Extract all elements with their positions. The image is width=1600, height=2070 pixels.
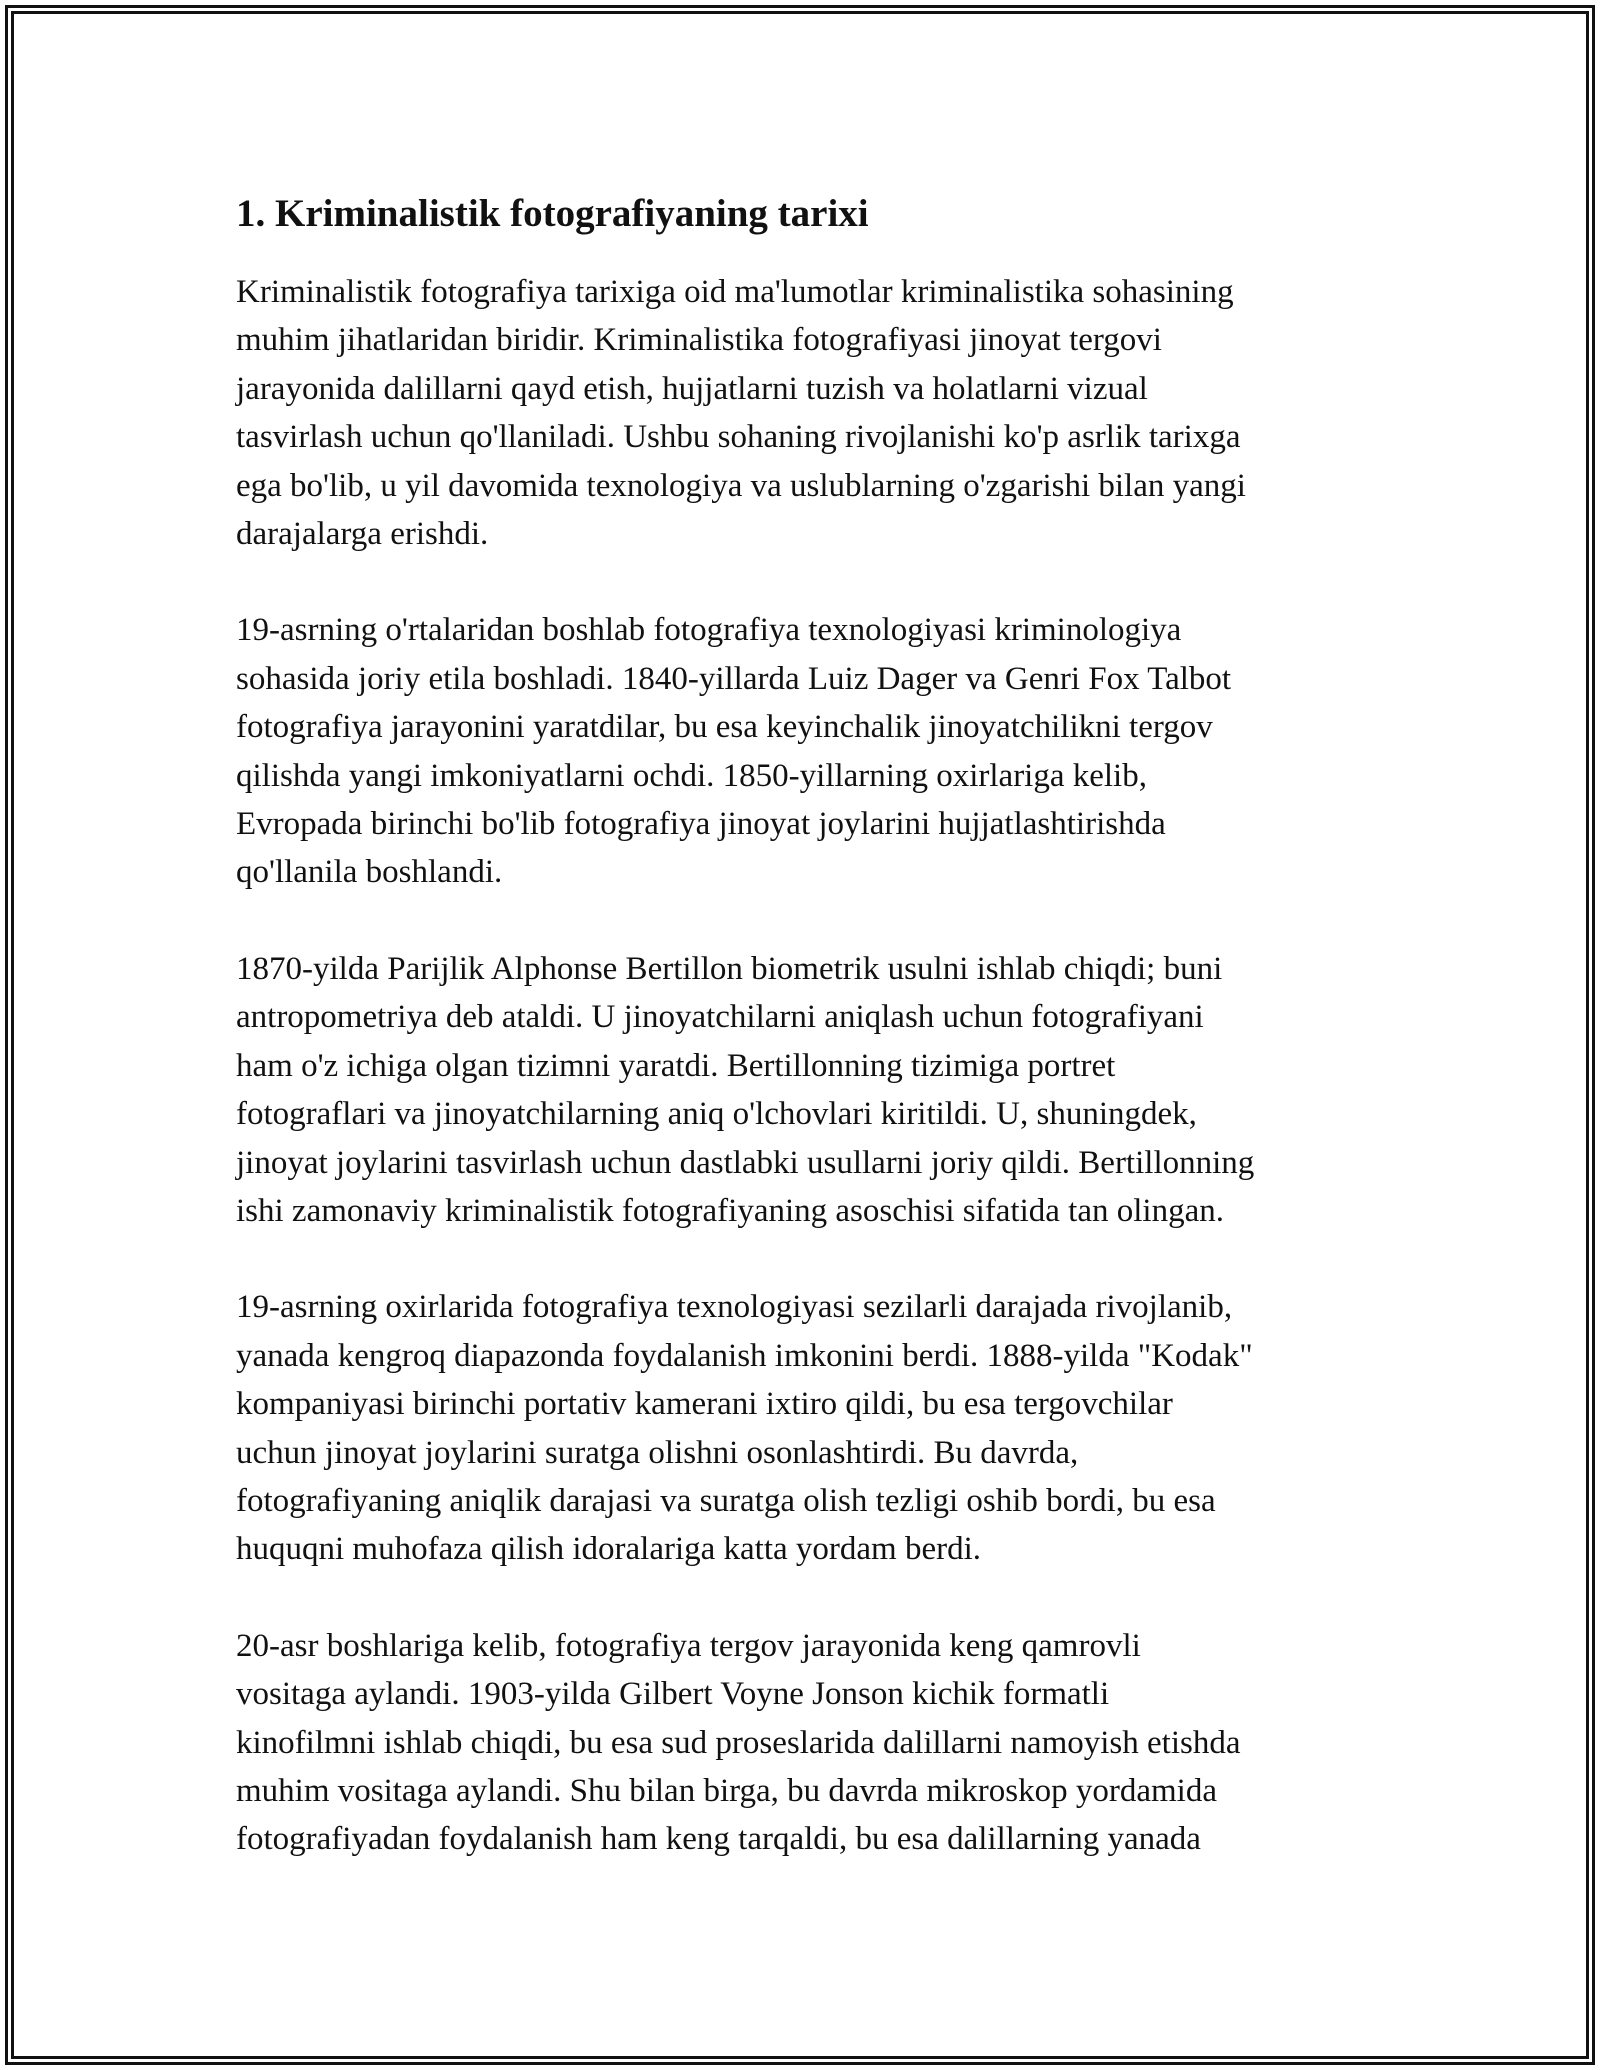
text-line: 1870-yilda Parijlik Alphonse Bertillon biometrik usulni ishlab chiqdi; buni xyxy=(236,950,1223,987)
text-line: yanada kengroq diapazonda foydalanish imkonini berdi. 1888-yilda "Kodak" xyxy=(236,1337,1253,1374)
text-line: kompaniyasi birinchi portativ kamerani ixtiro qildi, bu esa tergovchilar xyxy=(236,1386,1173,1423)
text-line: ishi zamonaviy kriminalistik fotografiyaning asoschisi sifatida tan olingan. xyxy=(236,1192,1224,1229)
text-line: fotografiyadan foydalanish ham keng tarqaldi, bu esa dalillarning yanada xyxy=(236,1821,1201,1858)
text-line: 20-asr boshlariga kelib, fotografiya tergov jarayonida keng qamrovli xyxy=(236,1627,1141,1664)
text-line: sohasida joriy etila boshladi. 1840-yillarda Luiz Dager va Genri Fox Talbot xyxy=(236,660,1232,697)
text-line: fotografiya jarayonini yaratdilar, bu esa keyinchalik jinoyatchilikni tergov xyxy=(236,709,1213,746)
text-line: tasvirlash uchun qo'llaniladi. Ushbu sohaning rivojlanishi ko'p asrlik tarixga xyxy=(236,419,1241,456)
document-body xyxy=(236,186,1381,1912)
text-line: Evropada birinchi bo'lib fotografiya jinoyat joylarini hujjatlashtirishda xyxy=(236,806,1166,843)
text-line: antropometriya deb ataldi. U jinoyatchilarni aniqlash uchun fotografiyani xyxy=(236,999,1204,1036)
text-line: jarayonida dalillarni qayd etish, hujjatlarni tuzish va holatlarni vizual xyxy=(236,370,1148,407)
text-line: qo'llanila boshlandi. xyxy=(236,854,503,891)
paragraph xyxy=(236,945,1381,1235)
section-title: 1. Kriminalistik fotografiyaning tarixi xyxy=(236,192,869,235)
text-line: 19-asrning oxirlarida fotografiya texnologiyasi sezilarli darajada rivojlanib, xyxy=(236,1289,1233,1326)
text-line: jinoyat joylarini tasvirlash uchun dastlabki usullarni joriy qildi. Bertillonning xyxy=(236,1144,1255,1181)
text-line: Kriminalistik fotografiya tarixiga oid ma'lumotlar kriminalistika sohasining xyxy=(236,274,1234,310)
text-line: kinofilmni ishlab chiqdi, bu esa sud proseslarida dalillarni namoyish etishda xyxy=(236,1724,1241,1761)
text-line: darajalarga erishdi. xyxy=(236,516,489,553)
text-line: ham o'z ichiga olgan tizimni yaratdi. Bertillonning tizimiga portret xyxy=(236,1047,1116,1084)
text-line: muhim jihatlaridan biridir. Kriminalistika fotografiyasi jinoyat tergovi xyxy=(236,322,1162,359)
text-line: fotografiyaning aniqlik darajasi va suratga olish tezligi oshib bordi, bu esa xyxy=(236,1482,1216,1519)
paragraph xyxy=(236,1283,1381,1573)
paragraph xyxy=(236,606,1381,896)
text-line: muhim vositaga aylandi. Shu bilan birga, bu davrda mikroskop yordamida xyxy=(236,1772,1217,1809)
paragraph xyxy=(236,1622,1381,1864)
text-line: ega bo'lib, u yil davomida texnologiya va uslublarning o'zgarishi bilan yangi xyxy=(236,467,1246,504)
paragraph xyxy=(236,268,1381,558)
text-line: vositaga aylandi. 1903-yilda Gilbert Voyne Jonson kichik formatli xyxy=(236,1676,1110,1713)
text-line: uchun jinoyat joylarini suratga olishni osonlashtirdi. Bu davrda, xyxy=(236,1434,1079,1471)
text-line: huquqni muhofaza qilish idoralariga katta yordam berdi. xyxy=(236,1531,982,1568)
text-line: qilishda yangi imkoniyatlarni ochdi. 1850-yillarning oxirlariga kelib, xyxy=(236,757,1147,794)
text-line: fotograflari va jinoyatchilarning aniq o'lchovlari kiritildi. U, shuningdek, xyxy=(236,1096,1197,1133)
text-line: 19-asrning o'rtalaridan boshlab fotografiya texnologiyasi kriminologiya xyxy=(236,612,1182,649)
